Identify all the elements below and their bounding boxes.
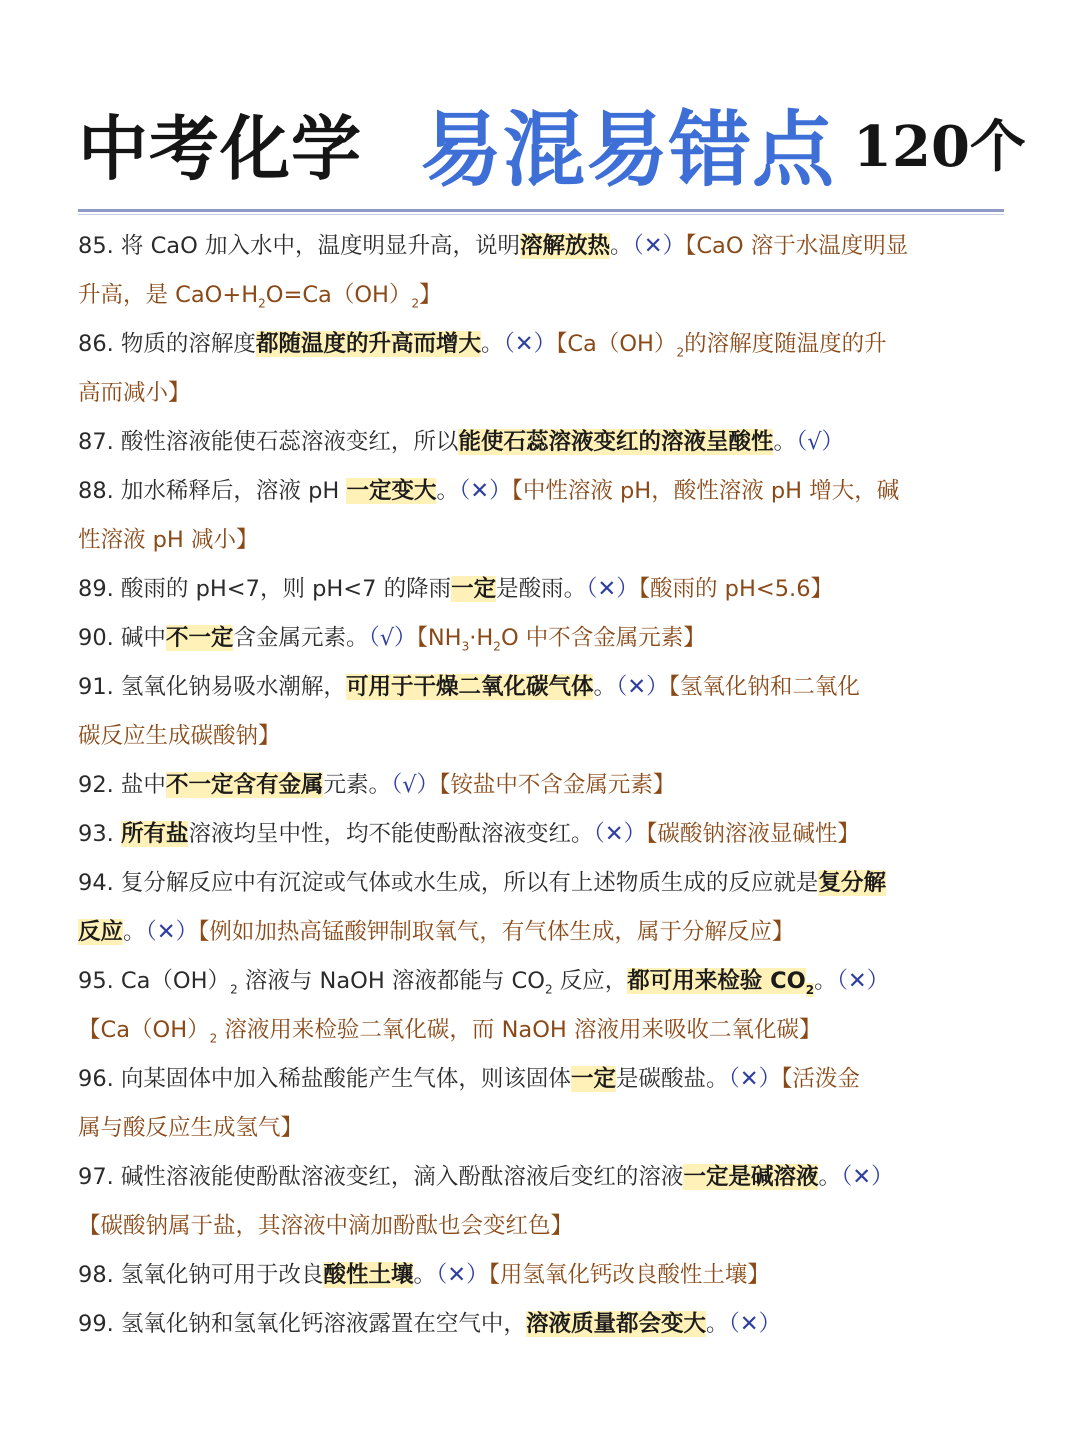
text-segment: 2: [544, 982, 553, 997]
item-line: [78, 369, 1008, 418]
item-line: [78, 1006, 1008, 1055]
list-item: [78, 859, 1008, 957]
highlighted-text: 不一定含有金属: [165, 772, 324, 798]
list-item: [78, 761, 1008, 810]
highlighted-text: 一定: [451, 576, 497, 602]
verdict-mark: （√）: [390, 772, 440, 798]
correction-note: 升高，是 CaO+H: [78, 282, 259, 308]
item-line: [78, 712, 1008, 761]
correction-note: 【碳酸钠属于盐，其溶液中滴加酚酞也会变红色】: [78, 1213, 574, 1239]
text-segment: 99. 氢氧化钠和氢氧化钙溶液露置在空气中，: [78, 1311, 526, 1337]
text-segment: 95. Ca（OH）: [78, 968, 231, 994]
item-line: [78, 222, 1008, 271]
text-segment: 98. 氢氧化钠可用于改良: [78, 1262, 324, 1288]
item-line: [78, 859, 1008, 908]
text-segment: 。: [436, 478, 459, 504]
text-segment: 89. 酸雨的 pH<7，则 pH<7 的降雨: [78, 576, 452, 602]
text-segment: 97. 碱性溶液能使酚酞溶液变红，滴入酚酞溶液后变红的溶液: [78, 1164, 684, 1190]
item-line: [78, 957, 1008, 1006]
highlighted-text: 一定: [570, 1066, 616, 1092]
list-item: [78, 1153, 1008, 1251]
correction-note: 【活泼金: [781, 1066, 860, 1092]
verdict-mark: （✕）: [728, 1066, 782, 1092]
correction-note: 【Ca（OH）: [78, 1017, 210, 1043]
verdict-mark: （✕）: [615, 674, 669, 700]
correction-note: 【NH: [416, 625, 462, 651]
text-segment: 86. 物质的溶解度: [78, 331, 256, 357]
text-segment: 。: [609, 233, 633, 259]
item-line: [78, 1251, 1008, 1300]
header: [78, 88, 1026, 198]
text-segment: 。: [123, 919, 146, 945]
item-line: [78, 1104, 1008, 1153]
text-segment: 88. 加水稀释后，溶液 pH: [78, 478, 347, 504]
verdict-mark: （✕）: [145, 919, 199, 945]
header-rule-thin: [78, 214, 1004, 215]
list-item: [78, 1251, 1008, 1300]
correction-note: 2: [209, 1031, 218, 1046]
highlighted-text: 一定是碱溶液: [683, 1164, 819, 1190]
correction-note: 2: [676, 345, 685, 360]
mistake-list: [78, 222, 1008, 1349]
item-line: [78, 614, 1008, 663]
item-line: [78, 1153, 1008, 1202]
item-line: [78, 418, 1008, 467]
highlighted-text: 都随温度的升高而增大: [255, 331, 481, 357]
item-line: [78, 565, 1008, 614]
list-item: [78, 320, 1008, 418]
verdict-mark: （✕）: [586, 576, 639, 602]
text-segment: 96. 向某固体中加入稀盐酸能产生气体，则该固体: [78, 1066, 571, 1092]
text-segment: 91. 氢氧化钠易吸水潮解，: [78, 674, 346, 700]
highlighted-text: 都可用来检验 CO: [627, 968, 806, 994]
highlighted-text: 溶解放热: [519, 233, 610, 259]
correction-note: O=Ca（OH）: [265, 282, 412, 308]
item-line: [78, 1202, 1008, 1251]
item-line: [78, 908, 1008, 957]
correction-note: 【氢氧化钠和二氧化: [668, 674, 860, 700]
correction-note: 【例如加热高锰酸钾制取氧气，有气体生成，属于分解反应】: [198, 919, 795, 945]
text-segment: 是酸雨。: [496, 576, 587, 602]
item-line: [78, 467, 1008, 516]
text-segment: 。: [773, 429, 796, 455]
highlighted-text: 复分解: [818, 870, 886, 896]
correction-note: 属与酸反应生成氢气】: [78, 1115, 304, 1141]
highlighted-text: 不一定: [165, 625, 234, 651]
verdict-mark: （✕）: [458, 478, 512, 504]
correction-note: 【中性溶液 pH，酸性溶液 pH 增大，碱: [511, 478, 900, 504]
highlighted-text: 能使石蕊溶液变红的溶液呈酸性: [458, 429, 774, 455]
list-item: [78, 663, 1008, 761]
text-segment: 87. 酸性溶液能使石蕊溶液变红，所以: [78, 429, 459, 455]
verdict-mark: （✕）: [435, 1262, 489, 1288]
correction-note: ·H: [469, 625, 494, 651]
list-item: [78, 957, 1008, 1055]
verdict-mark: （✕）: [632, 233, 686, 259]
list-item: [78, 614, 1008, 663]
highlighted-text: 反应: [78, 919, 124, 945]
text-segment: 94. 复分解反应中有沉淀或气体或水生成，所以有上述物质生成的反应就是: [78, 870, 819, 896]
list-item: [78, 810, 1008, 859]
correction-note: 【酸雨的 pH<5.6】: [638, 576, 834, 602]
item-count: 120个: [853, 114, 1026, 180]
header-rule: [78, 209, 1004, 212]
text-segment: 。: [413, 1262, 436, 1288]
list-item: [78, 467, 1008, 565]
correction-note: 溶液用来检验二氧化碳，而 NaOH 溶液用来吸收二氧化碳】: [217, 1017, 822, 1043]
text-segment: 。: [814, 968, 837, 994]
correction-note: 2: [411, 296, 420, 311]
correction-note: 【碳酸钠溶液显碱性】: [646, 821, 860, 847]
correction-note: 【铵盐中不含金属元素】: [439, 772, 676, 798]
correction-note: 碳反应生成碳酸钠】: [78, 723, 281, 749]
item-line: [78, 761, 1008, 810]
verdict-mark: （✕）: [593, 821, 647, 847]
correction-note: 高而减小】: [78, 380, 191, 406]
correction-note: 【Ca（OH）: [556, 331, 677, 357]
text-segment: 。: [480, 331, 504, 357]
list-item: [78, 1300, 1008, 1349]
highlighted-text: 所有盐: [120, 821, 189, 847]
text-segment: 90. 碱中: [78, 625, 166, 651]
subject-title: 中考化学: [78, 106, 362, 190]
highlighted-text: 可用于干燥二氧化碳气体: [345, 674, 594, 700]
item-line: [78, 1300, 1008, 1349]
highlighted-text: 一定变大: [346, 478, 437, 504]
text-segment: 元素。: [323, 772, 391, 798]
text-segment: 85. 将 CaO 加入水中，温度明显升高，说明: [78, 233, 520, 259]
highlighted-text: 酸性土壤: [323, 1262, 414, 1288]
correction-note: O 中不含金属元素】: [500, 625, 706, 651]
verdict-mark: （✕）: [503, 331, 557, 357]
item-line: [78, 1055, 1008, 1104]
correction-note: 的溶解度随温度的升: [684, 331, 887, 357]
correction-note: 【CaO 溶于水温度明显: [685, 233, 909, 259]
main-title: 易混易错点: [420, 101, 836, 198]
item-line: [78, 320, 1008, 369]
text-segment: 2: [230, 982, 238, 997]
verdict-mark: （✕）: [728, 1311, 782, 1337]
text-segment: 92. 盐中: [78, 772, 166, 798]
correction-note: 性溶液 pH 减小】: [78, 527, 259, 553]
text-segment: 含金属元素。: [233, 625, 369, 651]
list-item: [78, 418, 1008, 467]
item-line: [78, 663, 1008, 712]
text-segment: 。: [593, 674, 616, 700]
text-segment: 是碳酸盐。: [615, 1066, 729, 1092]
correction-note: 2: [258, 296, 266, 311]
correction-note: 【用氢氧化钙改良酸性土壤】: [488, 1262, 770, 1288]
verdict-mark: （√）: [795, 429, 845, 455]
correction-note: 】: [419, 282, 442, 308]
text-segment: 溶液均呈中性，均不能使酚酞溶液变红。: [188, 821, 594, 847]
item-line: [78, 516, 1008, 565]
correction-note: 3: [461, 639, 470, 654]
text-segment: 溶液与 NaOH 溶液都能与 CO: [237, 968, 545, 994]
verdict-mark: （√）: [368, 625, 417, 651]
list-item: [78, 1055, 1008, 1153]
verdict-mark: （✕）: [836, 968, 890, 994]
text-segment: 反应，: [552, 968, 628, 994]
item-line: [78, 810, 1008, 859]
highlighted-text: 2: [805, 982, 815, 997]
list-item: [78, 565, 1008, 614]
highlighted-text: 溶液质量都会变大: [525, 1311, 706, 1337]
item-line: [78, 271, 1008, 320]
correction-note: 2: [493, 639, 501, 654]
text-segment: 。: [818, 1164, 841, 1190]
list-item: [78, 222, 1008, 320]
text-segment: 93.: [78, 821, 121, 847]
verdict-mark: （✕）: [840, 1164, 894, 1190]
text-segment: 。: [705, 1311, 729, 1337]
